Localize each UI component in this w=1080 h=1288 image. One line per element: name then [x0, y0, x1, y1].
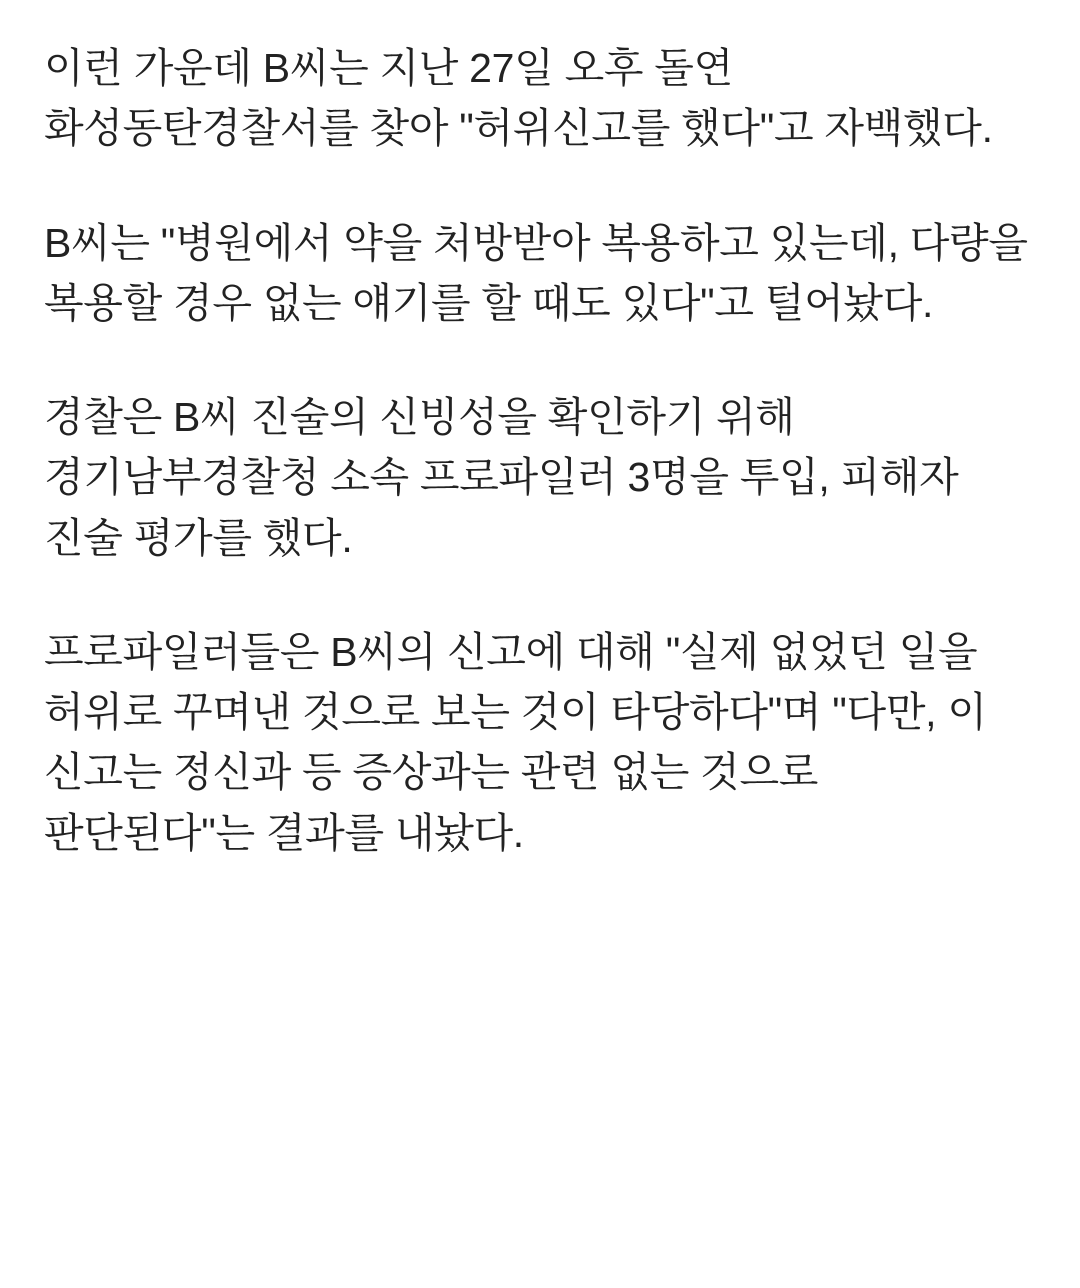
article-paragraph: 경찰은 B씨 진술의 신빙성을 확인하기 위해 경기남부경찰청 소속 프로파일러 3명을 투입, 피해자 진술 평가를 했다. — [44, 394, 959, 561]
article-paragraph: 이런 가운데 B씨는 지난 27일 오후 돌연 화성동탄경찰서를 찾아 "허위신고를 했다"고 자백했다. — [44, 45, 993, 152]
article-paragraph: 프로파일러들은 B씨의 신고에 대해 "실제 없었던 일을 허위로 꾸며낸 것으로 보는 것이 타당하다"며 "다만, 이 신고는 정신과 등 증상과는 관련 없는 것으로 판단된다"는 결과를 내놨다. — [44, 628, 987, 856]
article-paragraph: B씨는 "병원에서 약을 처방받아 복용하고 있는데, 다량을 복용할 경우 없는 얘기를 할 때도 있다"고 털어놨다. — [44, 219, 1028, 326]
